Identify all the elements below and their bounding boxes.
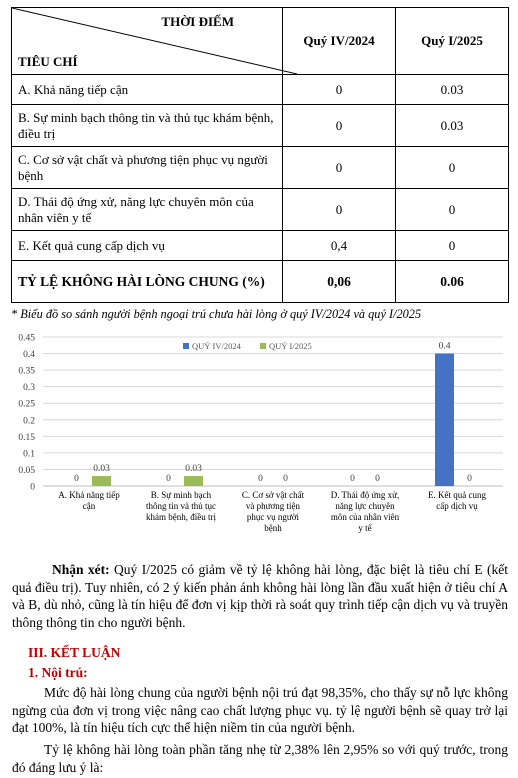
chart-caption: * Biểu đồ so sánh người bệnh ngoại trú chưa hài lòng ở quý IV/2024 và quý I/2025 — [11, 307, 422, 321]
remark-paragraph — [12, 561, 508, 631]
category-label: khám bệnh, điều trị — [146, 512, 216, 522]
criteria-table — [11, 7, 509, 303]
y-tick-label: 0.15 — [18, 432, 35, 443]
table-row — [12, 231, 509, 261]
category-label: phục vụ người — [246, 512, 300, 522]
conclusion-paragraph-1: Mức độ hài lòng chung của người bệnh nội trú đạt 98,35%, cho thấy sự nỗ lực không ngừng của đơn vị trong việc nâng cao chất lượng phục vụ. tỷ lệ người bệnh sẽ quay trở lại đạt 100%, là tín hiệu tích cực thể hiện niềm tin của người bệnh. — [12, 685, 508, 735]
y-tick-label: 0.1 — [23, 449, 35, 460]
bar-chart — [13, 327, 509, 543]
category-label: cấp dịch vụ — [436, 501, 478, 511]
row-value-q4: 0 — [283, 147, 396, 189]
row-value-q1: 0.03 — [396, 75, 509, 105]
row-value-q1: 0 — [396, 231, 509, 261]
data-label: 0.03 — [93, 464, 110, 475]
row-value-q4: 0,4 — [283, 231, 396, 261]
category-label: y tế — [358, 523, 372, 533]
row-label: E. Kết quả cung cấp dịch vụ — [12, 231, 283, 261]
row-value-q4: 0 — [283, 189, 396, 231]
column-header-q4-2024: Quý IV/2024 — [283, 8, 396, 75]
y-tick-label: 0.3 — [23, 383, 35, 394]
total-value-q1: 0.06 — [396, 261, 509, 303]
category-label: C. Cơ sở vật chất — [241, 490, 305, 500]
category-label: năng lực chuyên — [335, 501, 395, 511]
table-row — [12, 75, 509, 105]
y-tick-label: 0.35 — [18, 366, 35, 377]
data-label: 0.4 — [438, 341, 451, 352]
category-label: và phương tiện — [245, 501, 301, 511]
data-label: 0.03 — [185, 464, 202, 475]
total-value-q4: 0,06 — [283, 261, 396, 303]
section-title: III. KẾT LUẬN — [28, 645, 121, 660]
table-row — [12, 105, 509, 147]
data-label: 0 — [375, 474, 380, 484]
row-value-q4: 0 — [283, 105, 396, 147]
row-value-q1: 0 — [396, 189, 509, 231]
header-corner-cell — [12, 8, 283, 75]
row-label: C. Cơ sở vật chất và phương tiện phục vụ người bệnh — [12, 147, 283, 189]
legend-label: QUÝ I/2025 — [269, 341, 312, 351]
category-label: cận — [82, 501, 96, 511]
remark-text: Quý I/2025 có giảm về tỷ lệ không hài lòng, đặc biệt là tiêu chí E (kết quả điều trị). Tuy nhiên, có 2 ý kiến phản ánh không hài lòng lần đầu xuất hiện ở tiêu chí A và B, dù nhỏ, cũng là tín hiệu để đơn vị kịp thời rà soát quy trình tiếp cận dịch vụ và truyền thông thông tin cho người bệnh. — [12, 562, 508, 630]
category-label: A. Khả năng tiếp — [58, 490, 120, 500]
remark-label: Nhận xét: — [52, 562, 110, 577]
row-label: D. Thái độ ứng xử, năng lực chuyên môn của nhân viên y tế — [12, 189, 283, 231]
total-label: TỶ LỆ KHÔNG HÀI LÒNG CHUNG (%) — [12, 261, 283, 303]
data-label: 0 — [74, 474, 79, 484]
bar — [92, 476, 111, 486]
legend-swatch — [260, 343, 266, 349]
row-label: B. Sự minh bạch thông tin và thủ tục khám bệnh, điều trị — [12, 105, 283, 147]
data-label: 0 — [283, 474, 288, 484]
bar — [184, 476, 203, 486]
y-tick-label: 0.4 — [23, 350, 35, 361]
corner-top-label: THỜI ĐIỂM — [161, 14, 234, 29]
column-header-q1-2025: Quý I/2025 — [396, 8, 509, 75]
y-tick-label: 0.05 — [18, 465, 35, 476]
category-label: D. Thái độ ứng xử, — [330, 490, 400, 500]
category-label: bệnh — [264, 523, 282, 533]
data-label: 0 — [467, 474, 472, 484]
row-value-q1: 0 — [396, 147, 509, 189]
conclusion-paragraph-2: Tỷ lệ không hài lòng toàn phần tăng nhẹ từ 2,38% lên 2,95% so với quý trước, trong đó đáng lưu ý là: — [12, 742, 508, 775]
corner-bottom-label: TIÊU CHÍ — [18, 54, 78, 69]
category-label: E. Kết quả cung — [428, 490, 486, 500]
category-label: môn của nhân viên — [330, 512, 400, 522]
category-label: thông tin và thủ tục — [146, 501, 216, 511]
data-label: 0 — [258, 474, 263, 484]
row-value-q1: 0.03 — [396, 105, 509, 147]
row-value-q4: 0 — [283, 75, 396, 105]
total-row — [12, 261, 509, 303]
subsection-title: 1. Nội trú: — [28, 665, 88, 680]
y-tick-label: 0.2 — [23, 416, 35, 427]
legend-label: QUÝ IV/2024 — [192, 341, 241, 351]
y-tick-label: 0.25 — [18, 399, 35, 410]
data-label: 0 — [166, 474, 171, 484]
table-row — [12, 189, 509, 231]
table-row — [12, 147, 509, 189]
data-label: 0 — [350, 474, 355, 484]
category-label: B. Sự minh bạch — [150, 490, 212, 500]
y-tick-label: 0 — [30, 482, 35, 493]
row-label: A. Khả năng tiếp cận — [12, 75, 283, 105]
y-tick-label: 0.45 — [18, 333, 35, 344]
legend-swatch — [183, 343, 189, 349]
bar — [435, 354, 454, 486]
table-header-row — [12, 8, 509, 75]
